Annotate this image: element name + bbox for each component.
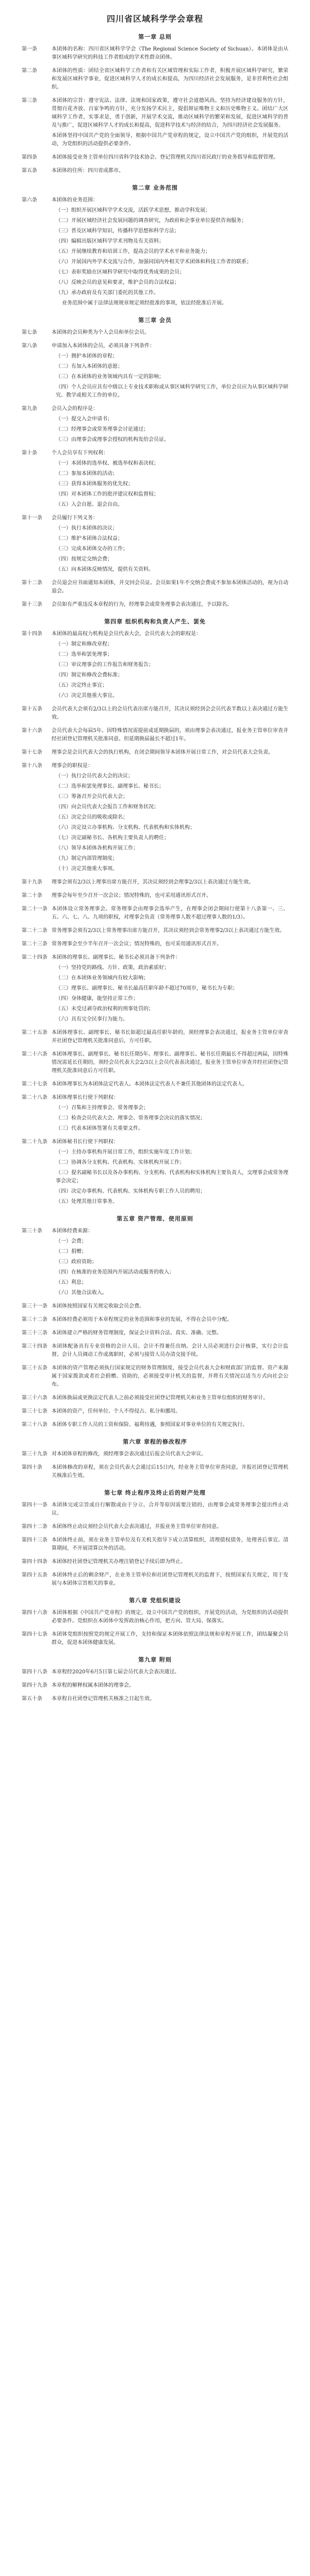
article-list-item: （二）开展区域经济社会发展问题的调查研究，为政府和企事业单位提供咨询服务；: [56, 218, 247, 224]
article-list-item: （五）决定终止事宜；: [56, 683, 107, 688]
article-body: [52, 97, 288, 150]
article-number: 第三条: [22, 98, 37, 104]
article: [22, 1364, 288, 1391]
article-paragraph: 本章程自社团登记管理机关核准之日起生效。: [52, 1696, 155, 1702]
article: [22, 1571, 288, 1590]
article-list-item: （二）捐赠；: [56, 1249, 87, 1255]
article-body: [52, 1421, 288, 1431]
article-number: 第四十一条: [22, 1502, 47, 1508]
chapter-heading: 第七章 终止程序及终止后的财产处理: [104, 1489, 206, 1496]
article-number: 第五十条: [22, 1696, 42, 1702]
article-paragraph: 本团体修改的章程，须在会员代表大会通过后15日内，经业务主管单位审查同意，并报社团登记管理机关核准后生效。: [52, 1465, 288, 1479]
article-number: 第十八条: [22, 763, 42, 769]
article-body: [52, 1523, 288, 1533]
document-body: [22, 32, 288, 1705]
article-body: [52, 1329, 288, 1340]
article-number: 第十二条: [22, 580, 42, 586]
article-number: 第三十七条: [22, 1409, 47, 1414]
article-body: [52, 1682, 288, 1692]
article-body: [52, 1450, 288, 1461]
article-paragraph: 业务范围中属于法律法规规章规定须经批准的事项，依法经批准后开展。: [62, 300, 227, 306]
article-paragraph: 本团体理事长、副理事长、秘书长如超过最高任职年龄的，须经理事会表决通过，报业务主管单位审查并社团登记管理机关批准同意后，方可任职。: [52, 1030, 288, 1044]
article-number: 第四十六条: [22, 1610, 47, 1616]
article-body: [52, 1394, 288, 1404]
article-number: 第二十条: [22, 893, 42, 899]
article-body: [52, 1609, 288, 1628]
article-list-item: （三）审议理事会的工作报告和财务报告；: [56, 662, 154, 668]
article-number: 第十九条: [22, 879, 42, 885]
article-list-item: （六）决定其他重大事宜。: [56, 693, 118, 699]
article-paragraph: 本章程经2020年6月5日第七届会员代表大会表决通过。: [52, 1669, 180, 1675]
article: [22, 97, 288, 150]
article-body: [52, 1408, 288, 1418]
article-list-item: （八）领导本团体各机构开展工作；: [56, 845, 138, 851]
article-body: [52, 342, 288, 402]
article-list-item: （三）政府资助；: [56, 1259, 97, 1265]
article-list-item: （三）完成本团体交办的工作；: [56, 546, 128, 552]
article-number: 第二十七条: [22, 1081, 47, 1087]
article-body: [52, 892, 288, 902]
article-paragraph: 本章程的解释权属本团体的理事会。: [52, 1683, 134, 1688]
article-paragraph: 本团体的名称：四川省区域科学学会（The Regional Science Society of Sichuan）。本团体是由从事区域科学研究的科技工作者组成的学术性群众团体。: [52, 46, 288, 60]
article-body: [52, 1316, 288, 1326]
article-body: [52, 727, 288, 745]
article: [22, 1450, 288, 1461]
chapter-heading: 第二章 业务范围: [132, 184, 178, 191]
article: [22, 329, 288, 339]
article-paragraph: 本团体的住所：四川省成都市。: [52, 168, 124, 174]
article: [22, 167, 288, 177]
article-body: [52, 927, 288, 937]
article-list-item: （四）在核准的业务范围内开展活动或服务的收入；: [56, 1269, 174, 1275]
article-body: [52, 601, 288, 611]
article-paragraph: 本团体的最高权力机构是会员代表大会，会员代表大会的职权是：: [52, 631, 201, 637]
article: [22, 514, 288, 576]
article-number: 第六条: [22, 197, 37, 203]
article-paragraph: 本团体的资产，任何单位、个人不得侵占、私分和挪用。: [52, 1409, 181, 1414]
article-paragraph: 本团体经费来源：: [52, 1228, 93, 1234]
article-paragraph: 本团体完成宗旨或自行解散或由于分立、合并等原因需要注销的，由理事会或常务理事会提出终止动议。: [52, 1502, 288, 1516]
article-paragraph: 本团体专职工作人员的工资和保险、福利待遇，参照国家对事业单位的有关规定执行。: [52, 1422, 248, 1428]
article-number: 第三十四条: [22, 1344, 47, 1349]
article: [22, 1408, 288, 1418]
article-list-item: （四）编辑出版区域科学学术刊物及有关资料；: [56, 239, 164, 244]
article: [22, 1050, 288, 1077]
article-list-item: （四）制定和修改会费标准；: [56, 672, 123, 678]
article-paragraph: 本团体的业务范围：: [52, 197, 98, 203]
article-number: 第九条: [22, 406, 37, 412]
article-body: [52, 405, 288, 446]
article-paragraph: 本团体理事长、副理事长、秘书长任期5年。理事长、副理事长、秘书长任期最长不得超过两届，因特殊情况需延长任期的，须经会员代表大会2/3以上会员代表表决通过，报业务主管单位审查并经社团登记管理机关批准同意后方可任职。: [52, 1052, 288, 1074]
article-list-item: （一）主持办事机构开展日常工作，组织实施年度工作计划；: [56, 1149, 195, 1155]
article-list-item: （一）拥护本团体的章程；: [56, 353, 118, 359]
article-body: [52, 1695, 288, 1705]
article-list-item: （七）决定副秘书长、各机构主要负责人的聘任；: [56, 835, 169, 841]
article-number: 第三十八条: [22, 1422, 47, 1428]
article-number: 第七条: [22, 330, 37, 335]
article-paragraph: 本团体终止前，须在业务主管单位及有关机关指导下成立清算组织，清理债权债务，处理善后事宜。清算期间，不开展清算以外的活动。: [52, 1537, 288, 1551]
article-number: 第三十二条: [22, 1317, 47, 1323]
article: [22, 1316, 288, 1326]
article: [22, 1329, 288, 1340]
article-number: 第二十三条: [22, 941, 47, 947]
article: [22, 1631, 288, 1649]
article-body: [52, 1029, 288, 1047]
article-list-item: （五）利息；: [56, 1280, 87, 1285]
article-number: 第二十五条: [22, 1030, 47, 1036]
article-number: 第十三条: [22, 602, 42, 607]
article: [22, 1227, 288, 1299]
article-list-item: （一）提交入会申请书；: [56, 416, 112, 422]
article-body: [52, 196, 288, 310]
article: [22, 1029, 288, 1047]
article-number: 第四十九条: [22, 1683, 47, 1688]
article-body: [52, 878, 288, 889]
article-number: 第十七条: [22, 750, 42, 755]
article: [22, 196, 288, 310]
article-list-item: （一）坚持党的路线、方针、政策，政治素质好；: [56, 965, 169, 971]
article-body: [52, 1571, 288, 1590]
article-body: [52, 45, 288, 64]
article-number: 第二条: [22, 68, 37, 74]
article-list-item: （四）个人会员应具有中级以上专业技术职称或从事区域科学研究工作，单位会员应为从事区域科学研究、教学或相关工作的单位。: [56, 384, 288, 398]
article-body: [52, 1668, 288, 1679]
article-list-item: （八）反映会员的意见和要求，维护会员的合法权益；: [56, 280, 180, 285]
article-paragraph: 本团体建立严格的财务管理制度，保证会计资料合法、真实、准确、完整。: [52, 1330, 222, 1336]
article-paragraph: 会员如有严重违反本章程的行为，经理事会或常务理事会表决通过，予以除名。: [52, 602, 232, 607]
article-paragraph: 本团体终止后的剩余财产，在业务主管单位和社团登记管理机关的监督下，按照国家有关规定，用于发展与本团体宗旨相关的事业。: [52, 1572, 288, 1586]
article-body: [52, 1227, 288, 1299]
article-paragraph: 理事会的职权是：: [52, 763, 93, 769]
article-list-item: （六）决定设立办事机构、分支机构、代表机构和实体机构；: [56, 825, 195, 831]
chapter-heading: 第六章 章程的修改程序: [123, 1438, 187, 1445]
article-body: [52, 167, 288, 177]
article-number: 第三十九条: [22, 1451, 47, 1457]
chapter-heading: 第一章 总则: [138, 33, 172, 40]
article-paragraph: 会员退会应书面通知本团体，并交回会员证。会员如果1年不交纳会费或不参加本团体活动的，视为自动退会。: [52, 580, 288, 594]
article: [22, 1464, 288, 1482]
article-number: 第二十四条: [22, 955, 47, 960]
article-list-item: （五）未受过剥夺政治权利的刑事处罚的；: [56, 1006, 154, 1012]
article: [22, 1302, 288, 1313]
article-list-item: （四）对本团体工作的批评建议权和监督权；: [56, 492, 159, 497]
article-number: 第二十六条: [22, 1052, 47, 1057]
article-number: 第四十三条: [22, 1537, 47, 1543]
article-body: [52, 449, 288, 511]
article: [22, 1609, 288, 1628]
article: [22, 705, 288, 724]
article-paragraph: 本团体的性质：团结全省区域科学工作者和有关区域管理和实际工作者，积极开展区域科学研究，繁荣和发展区域科学事业，促进区域科学人才的成长和提高，为四川经济社会发展服务，是非营利性社会组织。: [52, 68, 288, 90]
article: [22, 1094, 288, 1135]
article-number: 第三十六条: [22, 1395, 47, 1401]
article: [22, 749, 288, 759]
article-body: [52, 1558, 288, 1568]
article: [22, 727, 288, 745]
article-paragraph: 本团体的会员种类为个人会员和单位会员。: [52, 330, 150, 335]
article-paragraph: 会员代表大会须有2/3以上的会员代表出席方能召开，其决议须经到会会员代表半数以上表决通过方能生效。: [52, 706, 288, 720]
article-body: [52, 954, 288, 1026]
article: [22, 67, 288, 94]
article: [22, 601, 288, 611]
article-body: [52, 1536, 288, 1555]
article-list-item: （九）制定内部管理制度；: [56, 856, 118, 861]
article-list-item: （十）决定其他重大事项。: [56, 866, 118, 872]
article-list-item: （三）理事长、副理事长、秘书长最高任职年龄不超过70周岁，秘书长为专职；: [56, 986, 238, 991]
article-number: 第十四条: [22, 631, 42, 637]
article-body: [52, 705, 288, 724]
article-list-item: （二）协调各分支机构、代表机构、实体机构开展工作；: [56, 1160, 185, 1165]
article-number: 第三十条: [22, 1228, 42, 1234]
article-number: 第二十九条: [22, 1139, 47, 1145]
article: [22, 45, 288, 64]
article: [22, 1668, 288, 1679]
article-list-item: （一）执行本团体的决议；: [56, 526, 118, 531]
article: [22, 1421, 288, 1431]
article-paragraph: 本团体设立常务理事会。常务理事会由理事会选举产生，在理事会闭会期间行使第十八条第一、三、五、六、七、八、九项的职权，对理事会负责（常务理事人数不超过理事人数的1/3）。: [52, 906, 288, 920]
article-list-item: （四）决定办事机构、代表机构、实体机构专职工作人员的聘用；: [56, 1189, 205, 1194]
article-body: [52, 762, 288, 875]
chapter-heading: 第八章 党组织建设: [129, 1597, 181, 1604]
article-number: 第四十条: [22, 1465, 42, 1470]
article-paragraph: 常务理事会至少半年召开一次会议；情况特殊的，也可采用通讯形式召开。: [52, 941, 222, 947]
article-list-item: （二）选举和罢免理事长、副理事长、秘书长；: [56, 784, 164, 789]
article: [22, 1523, 288, 1533]
article-number: 第四十八条: [22, 1669, 47, 1675]
article-paragraph: 本团体配备具有专业资格的会计人员。会计不得兼任出纳。会计人员必须进行会计核算，实行会计监督。会计人员调动工作或离职时，必须与接管人员办清交接手续。: [52, 1344, 288, 1358]
article-list-item: （六）具有完全民事行为能力。: [56, 1016, 128, 1022]
article-number: 第二十一条: [22, 906, 47, 912]
chapter-heading: 第三章 会员: [138, 317, 172, 324]
article: [22, 878, 288, 889]
article: [22, 1080, 288, 1091]
article-number: 第八条: [22, 343, 37, 349]
article-body: [52, 940, 288, 951]
article-body: [52, 154, 288, 164]
article-paragraph: 本团体的理事长、副理事长、秘书长必须具备下列条件：: [52, 955, 181, 960]
article: [22, 1501, 288, 1520]
article: [22, 405, 288, 446]
article-number: 第四十七条: [22, 1632, 47, 1637]
article-list-item: （五）入会自愿、退会自由。: [56, 502, 123, 507]
article-number: 第三十五条: [22, 1365, 47, 1371]
article: [22, 892, 288, 902]
article-body: [52, 1050, 288, 1077]
article-list-item: （四）按规定交纳会费；: [56, 556, 112, 562]
article: [22, 1682, 288, 1692]
article: [22, 342, 288, 402]
chapter-heading: 第四章 组织机构和负责人产生、罢免: [104, 618, 206, 625]
article-number: 第四十二条: [22, 1524, 47, 1530]
article-body: [52, 329, 288, 339]
article-list-item: （五）决定会员的吸收或除名；: [56, 815, 128, 820]
article-list-item: （二）参加本团体的活动；: [56, 471, 118, 477]
article-number: 第十五条: [22, 706, 42, 712]
article: [22, 762, 288, 875]
article-list-item: （三）由理事会或理事会授权的机构发给会员证。: [56, 437, 169, 443]
article-list-item: （七）表彰奖励在区域科学研究中取得优秀成果的会员；: [56, 269, 185, 275]
article-list-item: （三）在本团体的业务领域内具有一定的影响；: [56, 374, 164, 380]
article-list-item: （三）筹备召开会员代表大会；: [56, 794, 128, 800]
article-number: 第二十二条: [22, 928, 47, 934]
article-list-item: （二）有加入本团体的意愿；: [56, 364, 123, 369]
article-list-item: （三）代表本团体签署有关重要文件。: [56, 1126, 143, 1131]
article-paragraph: 本团体按照国家有关规定收取会员会费。: [52, 1303, 144, 1309]
article-body: [52, 579, 288, 598]
article-number: 第四十五条: [22, 1572, 47, 1578]
article-body: [52, 1343, 288, 1361]
article-body: [52, 1631, 288, 1649]
article-number: 第三十三条: [22, 1330, 47, 1336]
article-body: [52, 1364, 288, 1391]
article-number: 第三十一条: [22, 1303, 47, 1309]
article-body: [52, 1138, 288, 1208]
article-body: [52, 1464, 288, 1482]
article-paragraph: 本团体秘书长行使下列职权：: [52, 1139, 119, 1145]
article-body: [52, 749, 288, 759]
article-paragraph: 本团体党组织按照党的规定开展工作，支持和保证本团体依照法律法规和章程开展工作，团结凝聚会员群众，促进本团体健康发展。: [52, 1632, 288, 1646]
article-body: [52, 1302, 288, 1313]
article-list-item: （六）开展国内外学术交流与合作，加强同国内外相关学术团体和科技工作者的联系；: [56, 259, 252, 265]
article-paragraph: 本团体经社团登记管理机关办理注销登记手续后即为终止。: [52, 1559, 186, 1565]
article-paragraph: 理事会每年至少召开一次会议；情况特殊的，也可采用通讯形式召开。: [52, 893, 211, 899]
article-body: [52, 1080, 288, 1091]
article-paragraph: 本团体理事长为本团体法定代表人。本团体法定代表人不兼任其他团体的法定代表人。: [52, 1081, 248, 1087]
article-body: [52, 514, 288, 576]
article-list-item: （三）普及区域科学知识，传播科学思想和科学方法；: [56, 228, 180, 234]
article-list-item: （一）召集和主持理事会、常务理事会；: [56, 1105, 149, 1111]
article-paragraph: 申请加入本团体的会员，必须具备下列条件：: [52, 343, 155, 349]
article-number: 第十六条: [22, 728, 42, 734]
article-paragraph: 本团体根据《中国共产党章程》的规定，设立中国共产党的组织，开展党的活动，为党组织的活动提供必要条件。党组织在本团体中发挥政治核心作用，把方向、管大局、保落实。: [52, 1610, 288, 1624]
article: [22, 154, 288, 164]
article: [22, 630, 288, 702]
chapter-heading: 第九章 附则: [138, 1656, 172, 1663]
article-list-item: （三）获得本团体服务的优先权；: [56, 481, 133, 487]
article-list-item: （二）检查会员代表大会、理事会、常务理事会决议的落实情况；: [56, 1115, 205, 1121]
article-paragraph: 会员履行下列义务：: [52, 515, 98, 521]
article: [22, 1138, 288, 1208]
article-paragraph: 本团体坚持中国共产党的全面领导，根据中国共产党章程的规定，设立中国共产党的组织，开展党的活动，为党组织的活动提供必要条件。: [52, 133, 288, 147]
article-body: [52, 67, 288, 94]
article: [22, 954, 288, 1026]
article-paragraph: 本团体的资产管理必须执行国家规定的财务管理制度，接受会员代表大会和财政部门的监督。资产来源属于国家拨款或者社会捐赠、资助的，必须接受审计机关的监督，并将有关情况以适当方式向社会公布。: [52, 1365, 288, 1387]
article-list-item: （六）其他合法收入。: [56, 1290, 107, 1296]
article-paragraph: 本团体终止动议须经会员代表大会表决通过，并报业务主管单位审查同意。: [52, 1524, 222, 1530]
article-body: [52, 630, 288, 702]
article-list-item: （一）会费；: [56, 1239, 87, 1244]
article-list-item: （五）向本团体反映情况，提供有关资料。: [56, 567, 154, 572]
article: [22, 905, 288, 924]
document-title: 四川省区域科学学会章程: [106, 14, 203, 24]
article-list-item: （五）处理其他日常事务。: [56, 1199, 118, 1205]
article-body: [52, 1094, 288, 1135]
article-list-item: （二）维护本团体合法权益；: [56, 536, 123, 541]
article: [22, 1394, 288, 1404]
article-list-item: （四）身体健康，能坚持正常工作；: [56, 996, 138, 1002]
article-number: 第五条: [22, 168, 37, 174]
article-list-item: （四）向会员代表大会报告工作和财务状况；: [56, 804, 159, 810]
article-list-item: （九）承办政府及有关部门委托的其他工作。: [56, 290, 159, 296]
article-list-item: （一）组织开展区域科学学术交流，活跃学术思想，推动学科发展；: [56, 208, 210, 213]
chapter-heading: 第五章 资产管理、使用原则: [117, 1215, 193, 1222]
article-paragraph: 理事会须有2/3以上理事出席方能召开，其决议须经到会理事2/3以上表决通过方能生效。: [52, 879, 254, 885]
article: [22, 1536, 288, 1555]
article-list-item: （一）制定和修改章程；: [56, 641, 112, 647]
article: [22, 940, 288, 951]
article: [22, 449, 288, 511]
article: [22, 1343, 288, 1361]
article-list-item: （二）在本团体业务领域内有较大影响；: [56, 975, 149, 981]
article: [22, 579, 288, 598]
article-paragraph: 本团体理事长行使下列职权：: [52, 1095, 119, 1100]
article-number: 第四条: [22, 155, 37, 160]
article-list-item: （五）开展继续教育和培训工作，提高会员的学术水平和业务能力；: [56, 249, 210, 255]
article-list-item: （一）本团体的选举权、被选举权和表决权；: [56, 461, 159, 466]
article-number: 第二十八条: [22, 1095, 47, 1100]
article-body: [52, 905, 288, 924]
article-paragraph: 会员入会的程序是：: [52, 406, 98, 412]
article-paragraph: 会员代表大会每届5年。因特殊情况需提前或延期换届的，须由理事会表决通过，报业务主管单位审查并经社团登记管理机关批准同意。但延期换届最长不超过1年。: [52, 728, 288, 742]
article-paragraph: 本团体接受业务主管单位四川省科学技术协会、登记管理机关四川省民政厅的业务指导和监督管理。: [52, 155, 279, 160]
article-list-item: （三）提名副秘书长以及各办事机构、分支机构、代表机构和实体机构主要负责人，交理事会或常务理事会决定；: [56, 1170, 288, 1184]
article-number: 第十一条: [22, 515, 42, 521]
article-list-item: （二）选举和罢免理事；: [56, 652, 112, 657]
article-paragraph: 对本团体章程的修改，须经理事会表决通过后报会员代表大会审议。: [52, 1451, 206, 1457]
article-number: 第一条: [22, 46, 37, 52]
article-list-item: （一）执行会员代表大会的决议；: [56, 773, 133, 779]
article-paragraph: 理事会是会员代表大会的执行机构，在闭会期间领导本团体开展日常工作，对会员代表大会负责。: [52, 750, 273, 755]
article-paragraph: 常务理事会须有2/3以上常务理事出席方能召开，其决议须经到会常务理事2/3以上表决通过方能生效。: [52, 928, 285, 934]
article-paragraph: 本团体经费必须用于本章程规定的业务范围和事业的发展，不得在会员中分配。: [52, 1317, 232, 1323]
article-body: [52, 1501, 288, 1520]
article-list-item: （二）经理事会或常务理事会讨论通过；: [56, 427, 149, 432]
article: [22, 1558, 288, 1568]
article-paragraph: 本团体的宗旨：遵守宪法、法律、法规和国家政策，遵守社会道德风尚。坚持为经济建设服务的方针，贯彻百花齐放、百家争鸣的方针，充分发扬学术民主，提倡辩证唯物主义和历史唯物主义。团结广大区域科学工作者，实事求是，勇于创新，开展学术交流，推动区域科学的繁荣和发展，促进区域科学的普及与推广，促进区域科学人才的成长和提高，促进科学技术与经济的结合，为四川经济社会发展服务。: [52, 98, 288, 128]
article-number: 第四十四条: [22, 1559, 47, 1565]
article: [22, 1695, 288, 1705]
article-paragraph: 本团体换届或更换法定代表人之前必须接受社团登记管理机关和业务主管单位组织的财务审计。: [52, 1395, 268, 1401]
article: [22, 927, 288, 937]
article-number: 第十条: [22, 450, 37, 456]
article-paragraph: 个人会员享有下列权利：: [52, 450, 108, 456]
